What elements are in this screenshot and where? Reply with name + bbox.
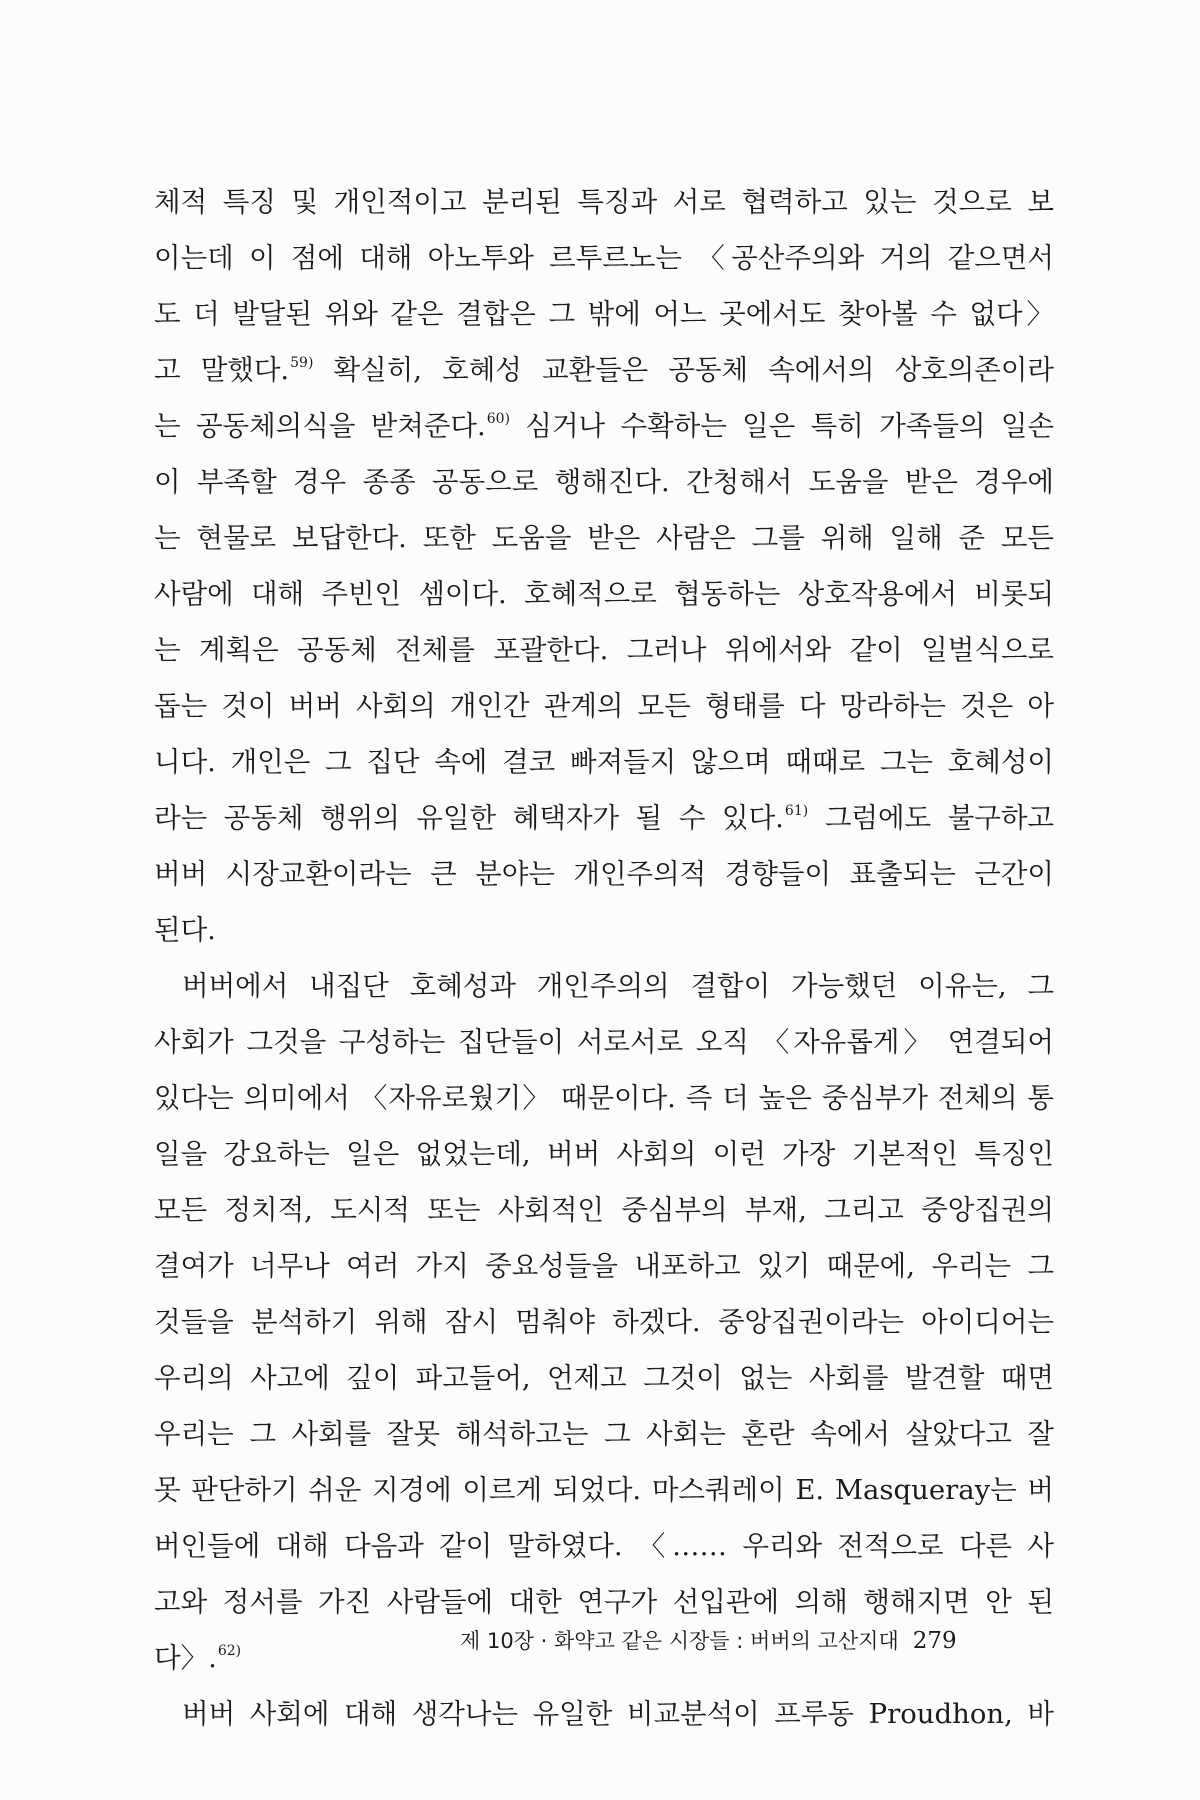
text-line-20: 결여가 너무나 여러 가지 중요성들을 내포하고 있기 때문에, 우리는 그 [154, 1250, 1054, 1282]
text-line-6: 이 부족할 경우 종종 공동으로 행해진다. 간청해서 도움을 받은 경우에 [154, 466, 1054, 498]
text-line-4: 고 말했다.$^{59)}$ 확실히, 호혜성 교환들은 공동체 속에서의 상호의존이라 [154, 354, 1054, 386]
text-line-2: 이는데 이 점에 대해 아노투와 르투르노는 〈공산주의와 거의 같으면서 [154, 242, 1054, 274]
text-line-24: 못 판단하기 쉬운 지경에 이르게 되었다. 마스쿼레이 E. Masqueray는 버 [154, 1474, 1054, 1506]
footnote-ref-60: 60) [486, 411, 511, 427]
text-line-18: 일을 강요하는 일은 없었는데, 버버 사회의 이런 가장 기본적인 특징인 [154, 1138, 1054, 1170]
text-line-7: 는 현물로 보답한다. 또한 도움을 받은 사람은 그를 위해 일해 준 모든 [154, 522, 1054, 554]
text-line-26: 고와 정서를 가진 사람들에 대한 연구가 선입관에 의해 행해지면 안 된 [154, 1586, 1054, 1618]
footnote-ref-61: 61) [784, 803, 809, 819]
text-line-16: 사회가 그것을 구성하는 집단들이 서로서로 오직 〈자유롭게〉 연결되어 [154, 1026, 1054, 1058]
text-line-23: 우리는 그 사회를 잘못 해석하고는 그 사회는 혼란 속에서 살았다고 잘 [154, 1418, 1054, 1450]
text-line-28: 버버 사회에 대해 생각나는 유일한 비교분석이 프루동 Proudhon, 바 [182, 1698, 1054, 1730]
text-line-21: 것들을 분석하기 위해 잠시 멈춰야 하겠다. 중앙집권이라는 아이디어는 [154, 1306, 1054, 1338]
text-line-11: 니다. 개인은 그 집단 속에 결코 빠져들지 않으며 때때로 그는 호혜성이 [154, 746, 1054, 778]
text-line-27: 다〉.$^{62)}$ [154, 1642, 242, 1674]
text-line-22: 우리의 사고에 깊이 파고들어, 언제고 그것이 없는 사회를 발견할 때면 [154, 1362, 1054, 1394]
text-line-9: 는 계획은 공동체 전체를 포괄한다. 그러나 위에서와 같이 일벌식으로 [154, 634, 1054, 666]
running-footer [460, 1625, 1020, 1655]
footnote-ref-59: 59) [290, 355, 314, 371]
page-number: 279 [912, 1628, 957, 1654]
text-line-12: 라는 공동체 행위의 유일한 혜택자가 될 수 있다.$^{61)}$ 그럼에도 불구하고 [154, 802, 1054, 834]
text-line-14: 된다. [154, 914, 216, 946]
text-line-19: 모든 정치적, 도시적 또는 사회적인 중심부의 부재, 그리고 중앙집권의 [154, 1194, 1054, 1226]
text-line-8: 사람에 대해 주빈인 셈이다. 호혜적으로 협동하는 상호작용에서 비롯되 [154, 578, 1054, 610]
text-line-10: 돕는 것이 버버 사회의 개인간 관계의 모든 형태를 다 망라하는 것은 아 [154, 690, 1054, 722]
text-line-13: 버버 시장교환이라는 큰 분야는 개인주의적 경향들이 표출되는 근간이 [154, 858, 1054, 890]
body-text [154, 174, 1054, 1742]
text-line-1: 체적 특징 및 개인적이고 분리된 특징과 서로 협력하고 있는 것으로 보 [154, 186, 1054, 218]
text-line-17: 있다는 의미에서 〈자유로웠기〉 때문이다. 즉 더 높은 중심부가 전체의 통 [154, 1082, 1054, 1114]
text-line-15: 버버에서 내집단 호혜성과 개인주의의 결합이 가능했던 이유는, 그 [182, 970, 1054, 1002]
footnote-ref-62: 62) [217, 1643, 242, 1659]
text-line-25: 버인들에 대해 다음과 같이 말하였다. 〈…… 우리와 전적으로 다른 사 [154, 1530, 1054, 1562]
text-line-5: 는 공동체의식을 받쳐준다.$^{60)}$ 심거나 수확하는 일은 특히 가족들의 일손 [154, 410, 1054, 442]
chapter-title: 제 10장 · 화약고 같은 시장들 : 버버의 고산지대 [460, 1629, 899, 1653]
text-line-3: 도 더 발달된 위와 같은 결합은 그 밖에 어느 곳에서도 찾아볼 수 없다〉 [154, 298, 1054, 330]
